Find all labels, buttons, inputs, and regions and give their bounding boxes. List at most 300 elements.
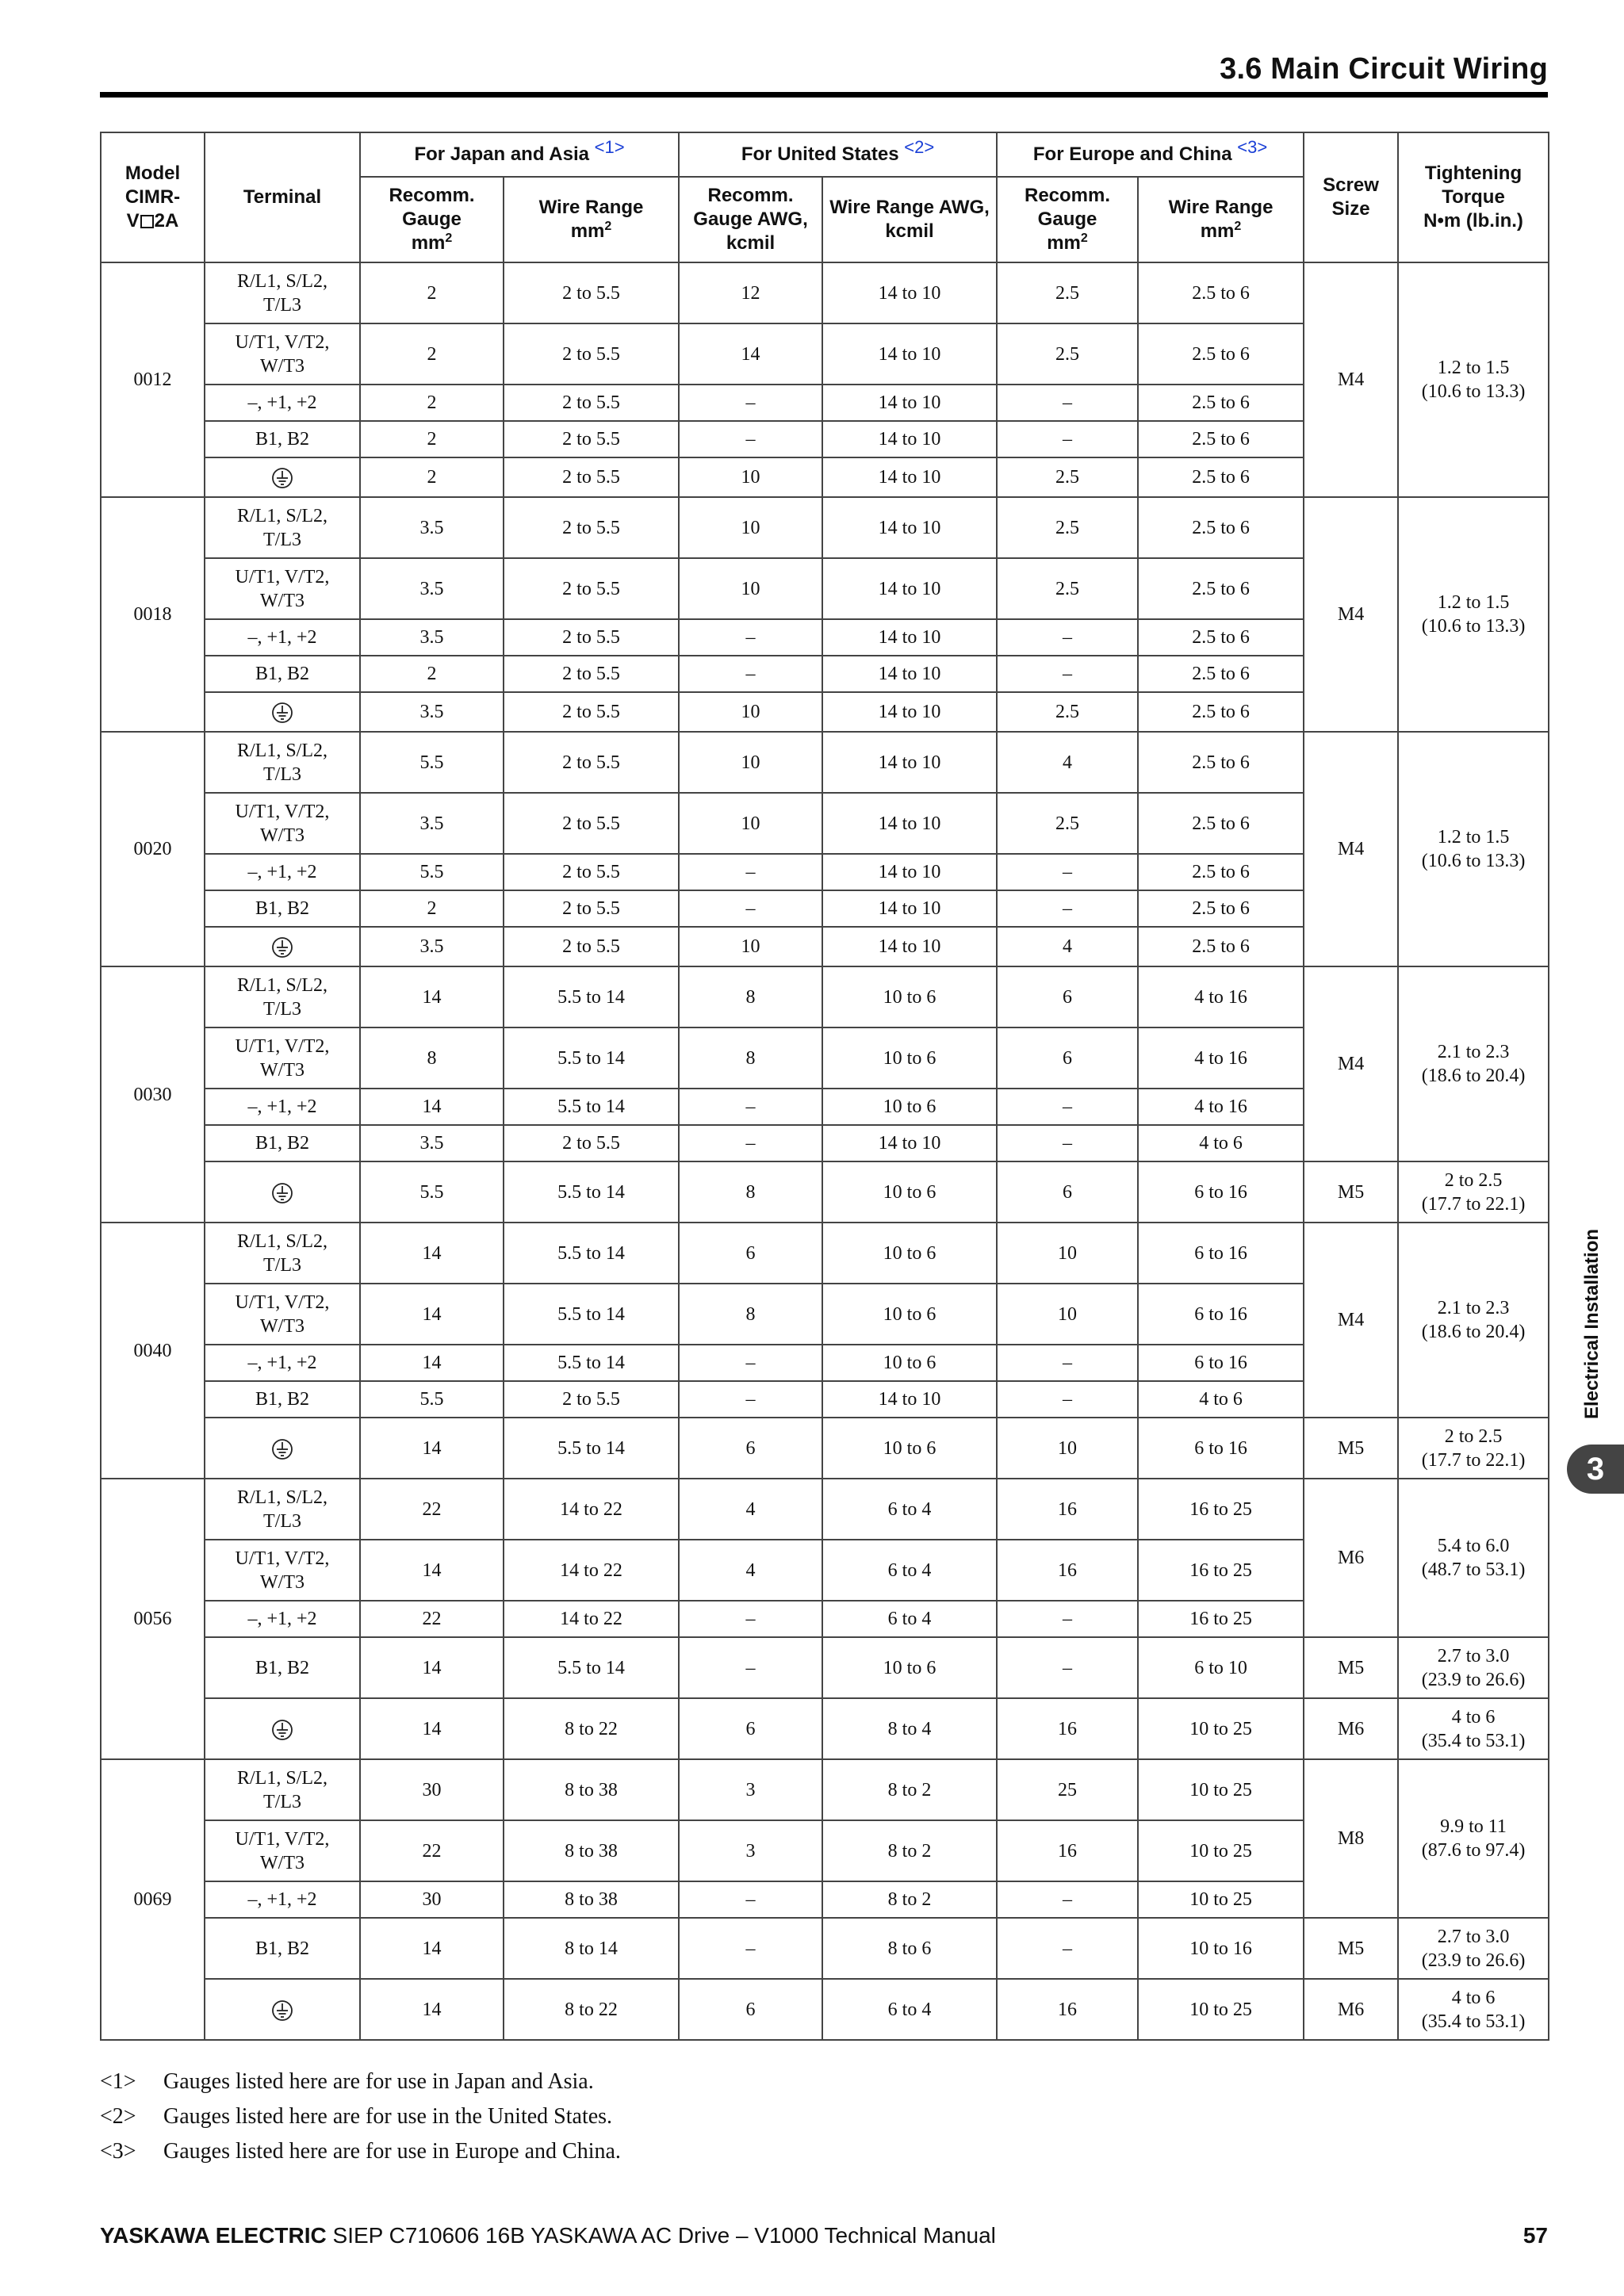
eu-recomm-gauge-cell: – [997, 1125, 1138, 1161]
eu-recomm-gauge-cell: 16 [997, 1698, 1138, 1759]
us-recomm-gauge-cell: – [679, 854, 822, 890]
terminal-cell: B1, B2 [205, 656, 360, 692]
ja-wire-range-cell: 2 to 5.5 [504, 692, 679, 732]
torque-cell: 2.7 to 3.0 (23.9 to 26.6) [1398, 1637, 1549, 1698]
footnote-3: <3> Gauges listed here are for use in Europe and China. [100, 2139, 621, 2164]
us-recomm-gauge-cell: – [679, 1345, 822, 1381]
us-wire-range-cell: 10 to 6 [822, 1089, 997, 1125]
table-row [101, 1161, 1549, 1223]
footnote-ref-3[interactable]: <3> [1237, 137, 1268, 157]
us-wire-range-cell: 6 to 4 [822, 1479, 997, 1540]
screw-size-cell: M5 [1304, 1918, 1398, 1979]
us-wire-range-cell: 14 to 10 [822, 927, 997, 966]
model-cell: 0018 [101, 497, 205, 732]
us-wire-range-cell: 8 to 4 [822, 1698, 997, 1759]
us-wire-range-cell: 14 to 10 [822, 619, 997, 656]
header-rule [100, 92, 1548, 98]
us-wire-range-cell: 8 to 2 [822, 1820, 997, 1881]
ja-recomm-gauge-cell: 5.5 [360, 732, 504, 793]
us-wire-range-cell: 6 to 4 [822, 1540, 997, 1601]
eu-wire-range-cell: 2.5 to 6 [1138, 692, 1304, 732]
ground-icon [271, 1999, 293, 2022]
ja-recomm-gauge-cell: 3.5 [360, 497, 504, 558]
table-row [101, 966, 1549, 1027]
ja-wire-range-cell: 2 to 5.5 [504, 1125, 679, 1161]
us-wire-range-cell: 8 to 6 [822, 1918, 997, 1979]
terminal-ground-cell [205, 1418, 360, 1479]
header-europe-china: For Europe and China <3> [997, 132, 1304, 177]
us-recomm-gauge-cell: – [679, 385, 822, 421]
us-recomm-gauge-cell: 14 [679, 323, 822, 385]
eu-wire-range-cell: 10 to 25 [1138, 1881, 1304, 1918]
us-wire-range-cell: 6 to 4 [822, 1601, 997, 1637]
eu-recomm-gauge-cell: 25 [997, 1759, 1138, 1820]
us-recomm-gauge-cell: 10 [679, 457, 822, 497]
table-row [101, 497, 1549, 558]
torque-cell: 1.2 to 1.5 (10.6 to 13.3) [1398, 732, 1549, 966]
ja-wire-range-cell: 2 to 5.5 [504, 732, 679, 793]
terminal-ground-cell [205, 1979, 360, 2040]
header-eu-recomm-gauge: Recomm. Gauge $mm^2$ [997, 177, 1138, 262]
ja-recomm-gauge-cell: 14 [360, 1918, 504, 1979]
eu-wire-range-cell: 4 to 16 [1138, 1027, 1304, 1089]
eu-wire-range-cell: 4 to 16 [1138, 1089, 1304, 1125]
ja-wire-range-cell: 5.5 to 14 [504, 1027, 679, 1089]
ja-recomm-gauge-cell: 14 [360, 1089, 504, 1125]
ja-recomm-gauge-cell: 14 [360, 1223, 504, 1284]
ja-recomm-gauge-cell: 14 [360, 1284, 504, 1345]
eu-wire-range-cell: 10 to 16 [1138, 1918, 1304, 1979]
side-section-tab [1576, 1221, 1608, 1427]
us-recomm-gauge-cell: – [679, 1637, 822, 1698]
torque-cell: 4 to 6 (35.4 to 53.1) [1398, 1698, 1549, 1759]
ja-recomm-gauge-cell: 22 [360, 1479, 504, 1540]
footnote-ref-2[interactable]: <2> [904, 137, 935, 157]
model-cell: 0030 [101, 966, 205, 1223]
table-row [101, 1418, 1549, 1479]
us-recomm-gauge-cell: 12 [679, 262, 822, 323]
ja-wire-range-cell: 2 to 5.5 [504, 656, 679, 692]
eu-wire-range-cell: 2.5 to 6 [1138, 421, 1304, 457]
eu-wire-range-cell: 2.5 to 6 [1138, 927, 1304, 966]
ja-recomm-gauge-cell: 5.5 [360, 1161, 504, 1223]
eu-recomm-gauge-cell: 16 [997, 1820, 1138, 1881]
us-wire-range-cell: 10 to 6 [822, 1345, 997, 1381]
ja-wire-range-cell: 2 to 5.5 [504, 262, 679, 323]
us-wire-range-cell: 6 to 4 [822, 1979, 997, 2040]
us-wire-range-cell: 14 to 10 [822, 1381, 997, 1418]
eu-recomm-gauge-cell: – [997, 1637, 1138, 1698]
ja-recomm-gauge-cell: 14 [360, 966, 504, 1027]
model-cell: 0040 [101, 1223, 205, 1479]
us-recomm-gauge-cell: 8 [679, 1027, 822, 1089]
ja-recomm-gauge-cell: 3.5 [360, 1125, 504, 1161]
header-model: Model CIMR- V 2A [101, 132, 205, 262]
us-wire-range-cell: 14 to 10 [822, 656, 997, 692]
us-wire-range-cell: 14 to 10 [822, 1125, 997, 1161]
eu-wire-range-cell: 16 to 25 [1138, 1601, 1304, 1637]
ja-wire-range-cell: 8 to 22 [504, 1979, 679, 2040]
screw-size-cell: M5 [1304, 1418, 1398, 1479]
eu-wire-range-cell: 10 to 25 [1138, 1698, 1304, 1759]
terminal-cell: –, +1, +2 [205, 1881, 360, 1918]
eu-recomm-gauge-cell: – [997, 619, 1138, 656]
screw-size-cell: M4 [1304, 966, 1398, 1161]
terminal-cell: –, +1, +2 [205, 1089, 360, 1125]
ja-recomm-gauge-cell: 2 [360, 656, 504, 692]
us-recomm-gauge-cell: 4 [679, 1540, 822, 1601]
torque-cell: 9.9 to 11 (87.6 to 97.4) [1398, 1759, 1549, 1918]
ja-wire-range-cell: 2 to 5.5 [504, 619, 679, 656]
eu-recomm-gauge-cell: – [997, 1345, 1138, 1381]
eu-recomm-gauge-cell: – [997, 421, 1138, 457]
eu-wire-range-cell: 6 to 16 [1138, 1345, 1304, 1381]
header-japan-asia: For Japan and Asia <1> [360, 132, 679, 177]
us-wire-range-cell: 10 to 6 [822, 1161, 997, 1223]
ja-recomm-gauge-cell: 14 [360, 1418, 504, 1479]
table-row [101, 1479, 1549, 1540]
ja-wire-range-cell: 5.5 to 14 [504, 1637, 679, 1698]
us-recomm-gauge-cell: – [679, 890, 822, 927]
footnote-1: <1> Gauges listed here are for use in Japan and Asia. [100, 2069, 594, 2094]
ja-recomm-gauge-cell: 22 [360, 1601, 504, 1637]
ja-wire-range-cell: 5.5 to 14 [504, 1284, 679, 1345]
ja-wire-range-cell: 2 to 5.5 [504, 793, 679, 854]
ja-wire-range-cell: 2 to 5.5 [504, 927, 679, 966]
ja-wire-range-cell: 2 to 5.5 [504, 497, 679, 558]
us-wire-range-cell: 10 to 6 [822, 1027, 997, 1089]
header-terminal: Terminal [205, 132, 360, 262]
ja-recomm-gauge-cell: 2 [360, 262, 504, 323]
model-cell: 0069 [101, 1759, 205, 2040]
eu-wire-range-cell: 4 to 16 [1138, 966, 1304, 1027]
ja-recomm-gauge-cell: 8 [360, 1027, 504, 1089]
ground-icon [271, 1182, 293, 1204]
eu-recomm-gauge-cell: – [997, 1881, 1138, 1918]
eu-wire-range-cell: 10 to 25 [1138, 1759, 1304, 1820]
ja-recomm-gauge-cell: 14 [360, 1979, 504, 2040]
ja-recomm-gauge-cell: 3.5 [360, 927, 504, 966]
eu-recomm-gauge-cell: 10 [997, 1418, 1138, 1479]
eu-wire-range-cell: 6 to 16 [1138, 1161, 1304, 1223]
ja-recomm-gauge-cell: 2 [360, 890, 504, 927]
screw-size-cell: M5 [1304, 1637, 1398, 1698]
eu-wire-range-cell: 2.5 to 6 [1138, 457, 1304, 497]
eu-recomm-gauge-cell: 2.5 [997, 323, 1138, 385]
ja-recomm-gauge-cell: 3.5 [360, 558, 504, 619]
eu-wire-range-cell: 2.5 to 6 [1138, 497, 1304, 558]
terminal-cell: U/T1, V/T2, W/T3 [205, 1820, 360, 1881]
ja-recomm-gauge-cell: 30 [360, 1759, 504, 1820]
terminal-cell: R/L1, S/L2, T/L3 [205, 1479, 360, 1540]
terminal-ground-cell [205, 457, 360, 497]
us-recomm-gauge-cell: – [679, 1089, 822, 1125]
terminal-cell: R/L1, S/L2, T/L3 [205, 966, 360, 1027]
table-body [101, 262, 1549, 2040]
eu-recomm-gauge-cell: 2.5 [997, 262, 1138, 323]
footnote-2: <2> Gauges listed here are for use in the United States. [100, 2104, 613, 2129]
eu-recomm-gauge-cell: 2.5 [997, 497, 1138, 558]
main-circuit-wiring-table [100, 132, 1549, 2041]
ja-wire-range-cell: 8 to 38 [504, 1820, 679, 1881]
eu-wire-range-cell: 6 to 10 [1138, 1637, 1304, 1698]
eu-recomm-gauge-cell: – [997, 1089, 1138, 1125]
us-wire-range-cell: 14 to 10 [822, 854, 997, 890]
header-us-wire-range: Wire Range AWG, kcmil [822, 177, 997, 262]
torque-cell: 2 to 2.5 (17.7 to 22.1) [1398, 1161, 1549, 1223]
us-wire-range-cell: 14 to 10 [822, 692, 997, 732]
chapter-badge: 3 [1567, 1445, 1624, 1494]
terminal-cell: B1, B2 [205, 1125, 360, 1161]
terminal-ground-cell [205, 1698, 360, 1759]
us-wire-range-cell: 14 to 10 [822, 732, 997, 793]
terminal-cell: –, +1, +2 [205, 619, 360, 656]
eu-recomm-gauge-cell: 10 [997, 1284, 1138, 1345]
terminal-cell: –, +1, +2 [205, 385, 360, 421]
us-recomm-gauge-cell: 10 [679, 732, 822, 793]
ground-icon [271, 1719, 293, 1741]
eu-recomm-gauge-cell: – [997, 890, 1138, 927]
page-section-title: 3.6 Main Circuit Wiring [1220, 52, 1548, 86]
us-wire-range-cell: 14 to 10 [822, 323, 997, 385]
us-wire-range-cell: 14 to 10 [822, 497, 997, 558]
eu-recomm-gauge-cell: 2.5 [997, 558, 1138, 619]
eu-wire-range-cell: 2.5 to 6 [1138, 262, 1304, 323]
eu-recomm-gauge-cell: – [997, 854, 1138, 890]
terminal-cell: U/T1, V/T2, W/T3 [205, 1027, 360, 1089]
us-recomm-gauge-cell: 8 [679, 1161, 822, 1223]
eu-recomm-gauge-cell: 16 [997, 1979, 1138, 2040]
terminal-cell: –, +1, +2 [205, 1345, 360, 1381]
us-recomm-gauge-cell: – [679, 421, 822, 457]
screw-size-cell: M4 [1304, 732, 1398, 966]
header-ja-recomm-gauge: Recomm. Gauge $mm^2$ [360, 177, 504, 262]
us-wire-range-cell: 14 to 10 [822, 457, 997, 497]
eu-recomm-gauge-cell: 10 [997, 1223, 1138, 1284]
eu-wire-range-cell: 16 to 25 [1138, 1479, 1304, 1540]
eu-recomm-gauge-cell: – [997, 1381, 1138, 1418]
us-recomm-gauge-cell: 6 [679, 1418, 822, 1479]
us-recomm-gauge-cell: 6 [679, 1979, 822, 2040]
ja-recomm-gauge-cell: 30 [360, 1881, 504, 1918]
table-row [101, 1637, 1549, 1698]
terminal-cell: R/L1, S/L2, T/L3 [205, 497, 360, 558]
us-recomm-gauge-cell: 10 [679, 793, 822, 854]
eu-recomm-gauge-cell: – [997, 385, 1138, 421]
ja-recomm-gauge-cell: 14 [360, 1345, 504, 1381]
terminal-cell: R/L1, S/L2, T/L3 [205, 1223, 360, 1284]
model-cell: 0020 [101, 732, 205, 966]
ja-recomm-gauge-cell: 14 [360, 1540, 504, 1601]
ja-wire-range-cell: 2 to 5.5 [504, 1381, 679, 1418]
table-row [101, 1918, 1549, 1979]
model-cell: 0056 [101, 1479, 205, 1759]
us-recomm-gauge-cell: – [679, 1125, 822, 1161]
eu-recomm-gauge-cell: 2.5 [997, 457, 1138, 497]
ground-icon [271, 702, 293, 724]
us-wire-range-cell: 14 to 10 [822, 385, 997, 421]
ja-wire-range-cell: 2 to 5.5 [504, 385, 679, 421]
eu-recomm-gauge-cell: – [997, 656, 1138, 692]
terminal-ground-cell [205, 927, 360, 966]
ja-wire-range-cell: 2 to 5.5 [504, 323, 679, 385]
screw-size-cell: M8 [1304, 1759, 1398, 1918]
page-number: 57 [1522, 2223, 1548, 2248]
us-wire-range-cell: 10 to 6 [822, 966, 997, 1027]
ja-wire-range-cell: 5.5 to 14 [504, 966, 679, 1027]
us-recomm-gauge-cell: 10 [679, 558, 822, 619]
us-recomm-gauge-cell: – [679, 619, 822, 656]
eu-recomm-gauge-cell: 4 [997, 732, 1138, 793]
us-wire-range-cell: 14 to 10 [822, 558, 997, 619]
eu-recomm-gauge-cell: – [997, 1918, 1138, 1979]
ja-wire-range-cell: 2 to 5.5 [504, 854, 679, 890]
screw-size-cell: M6 [1304, 1479, 1398, 1637]
model-cell: 0012 [101, 262, 205, 497]
ja-recomm-gauge-cell: 2 [360, 385, 504, 421]
us-recomm-gauge-cell: 4 [679, 1479, 822, 1540]
ja-recomm-gauge-cell: 14 [360, 1698, 504, 1759]
torque-cell: 1.2 to 1.5 (10.6 to 13.3) [1398, 262, 1549, 497]
us-recomm-gauge-cell: – [679, 1601, 822, 1637]
ja-recomm-gauge-cell: 3.5 [360, 692, 504, 732]
ground-icon [271, 936, 293, 959]
us-recomm-gauge-cell: 3 [679, 1820, 822, 1881]
eu-wire-range-cell: 2.5 to 6 [1138, 890, 1304, 927]
terminal-cell: U/T1, V/T2, W/T3 [205, 793, 360, 854]
us-recomm-gauge-cell: 3 [679, 1759, 822, 1820]
table-row [101, 1759, 1549, 1820]
ja-wire-range-cell: 2 to 5.5 [504, 457, 679, 497]
us-wire-range-cell: 10 to 6 [822, 1284, 997, 1345]
torque-cell: 2.1 to 2.3 (18.6 to 20.4) [1398, 966, 1549, 1161]
terminal-cell: –, +1, +2 [205, 1601, 360, 1637]
us-recomm-gauge-cell: 6 [679, 1698, 822, 1759]
ground-icon [271, 467, 293, 489]
us-recomm-gauge-cell: 10 [679, 692, 822, 732]
ja-wire-range-cell: 14 to 22 [504, 1601, 679, 1637]
screw-size-cell: M6 [1304, 1979, 1398, 2040]
eu-wire-range-cell: 2.5 to 6 [1138, 793, 1304, 854]
ja-recomm-gauge-cell: 3.5 [360, 793, 504, 854]
us-wire-range-cell: 10 to 6 [822, 1637, 997, 1698]
us-wire-range-cell: 14 to 10 [822, 890, 997, 927]
ja-wire-range-cell: 8 to 38 [504, 1759, 679, 1820]
ja-wire-range-cell: 2 to 5.5 [504, 421, 679, 457]
ja-wire-range-cell: 2 to 5.5 [504, 890, 679, 927]
us-wire-range-cell: 14 to 10 [822, 421, 997, 457]
us-recomm-gauge-cell: 6 [679, 1223, 822, 1284]
placeholder-box-icon [140, 215, 154, 228]
eu-wire-range-cell: 2.5 to 6 [1138, 558, 1304, 619]
table-row [101, 732, 1549, 793]
eu-wire-range-cell: 2.5 to 6 [1138, 732, 1304, 793]
us-wire-range-cell: 14 to 10 [822, 793, 997, 854]
header-united-states: For United States <2> [679, 132, 997, 177]
us-wire-range-cell: 8 to 2 [822, 1881, 997, 1918]
table-row [101, 1979, 1549, 2040]
us-recomm-gauge-cell: 8 [679, 1284, 822, 1345]
terminal-cell: U/T1, V/T2, W/T3 [205, 558, 360, 619]
ja-recomm-gauge-cell: 2 [360, 323, 504, 385]
terminal-cell: B1, B2 [205, 1381, 360, 1418]
screw-size-cell: M4 [1304, 1223, 1398, 1418]
eu-wire-range-cell: 2.5 to 6 [1138, 619, 1304, 656]
us-wire-range-cell: 10 to 6 [822, 1223, 997, 1284]
header-us-recomm-gauge: Recomm. Gauge AWG, kcmil [679, 177, 822, 262]
terminal-cell: –, +1, +2 [205, 854, 360, 890]
screw-size-cell: M5 [1304, 1161, 1398, 1223]
eu-recomm-gauge-cell: – [997, 1601, 1138, 1637]
torque-cell: 5.4 to 6.0 (48.7 to 53.1) [1398, 1479, 1549, 1637]
eu-recomm-gauge-cell: 16 [997, 1540, 1138, 1601]
eu-recomm-gauge-cell: 6 [997, 1027, 1138, 1089]
us-recomm-gauge-cell: – [679, 1381, 822, 1418]
header-eu-wire-range: Wire Range $mm^2$ [1138, 177, 1304, 262]
us-recomm-gauge-cell: 10 [679, 497, 822, 558]
eu-wire-range-cell: 2.5 to 6 [1138, 854, 1304, 890]
ja-wire-range-cell: 5.5 to 14 [504, 1223, 679, 1284]
terminal-cell: R/L1, S/L2, T/L3 [205, 1759, 360, 1820]
header-screw-size: Screw Size [1304, 132, 1398, 262]
header-ja-wire-range: Wire Range $mm^2$ [504, 177, 679, 262]
footer-doc: SIEP C710606 16B YASKAWA AC Drive – V1000 Technical Manual [332, 2223, 996, 2248]
ja-recomm-gauge-cell: 3.5 [360, 619, 504, 656]
footnotes [100, 2064, 621, 2169]
footnote-ref-1[interactable]: <1> [594, 137, 625, 157]
eu-wire-range-cell: 2.5 to 6 [1138, 385, 1304, 421]
terminal-ground-cell [205, 1161, 360, 1223]
us-recomm-gauge-cell: – [679, 1881, 822, 1918]
torque-cell: 2.1 to 2.3 (18.6 to 20.4) [1398, 1223, 1549, 1418]
eu-recomm-gauge-cell: 4 [997, 927, 1138, 966]
screw-size-cell: M6 [1304, 1698, 1398, 1759]
terminal-cell: U/T1, V/T2, W/T3 [205, 323, 360, 385]
ja-recomm-gauge-cell: 22 [360, 1820, 504, 1881]
us-recomm-gauge-cell: – [679, 1918, 822, 1979]
ja-recomm-gauge-cell: 14 [360, 1637, 504, 1698]
ja-wire-range-cell: 14 to 22 [504, 1540, 679, 1601]
us-recomm-gauge-cell: – [679, 656, 822, 692]
ja-wire-range-cell: 14 to 22 [504, 1479, 679, 1540]
ja-wire-range-cell: 5.5 to 14 [504, 1089, 679, 1125]
side-section-label: Electrical Installation [1581, 1228, 1603, 1420]
us-wire-range-cell: 10 to 6 [822, 1418, 997, 1479]
ja-recomm-gauge-cell: 5.5 [360, 854, 504, 890]
terminal-cell: B1, B2 [205, 890, 360, 927]
terminal-cell: U/T1, V/T2, W/T3 [205, 1540, 360, 1601]
eu-wire-range-cell: 2.5 to 6 [1138, 656, 1304, 692]
terminal-cell: R/L1, S/L2, T/L3 [205, 262, 360, 323]
torque-cell: 4 to 6 (35.4 to 53.1) [1398, 1979, 1549, 2040]
eu-recomm-gauge-cell: 6 [997, 966, 1138, 1027]
ja-wire-range-cell: 5.5 to 14 [504, 1418, 679, 1479]
terminal-cell: U/T1, V/T2, W/T3 [205, 1284, 360, 1345]
ja-recomm-gauge-cell: 2 [360, 421, 504, 457]
us-recomm-gauge-cell: 8 [679, 966, 822, 1027]
ja-wire-range-cell: 8 to 22 [504, 1698, 679, 1759]
eu-wire-range-cell: 16 to 25 [1138, 1540, 1304, 1601]
eu-wire-range-cell: 4 to 6 [1138, 1125, 1304, 1161]
ground-icon [271, 1438, 293, 1460]
eu-wire-range-cell: 6 to 16 [1138, 1418, 1304, 1479]
ja-recomm-gauge-cell: 5.5 [360, 1381, 504, 1418]
screw-size-cell: M4 [1304, 262, 1398, 497]
eu-wire-range-cell: 10 to 25 [1138, 1820, 1304, 1881]
us-recomm-gauge-cell: 10 [679, 927, 822, 966]
terminal-ground-cell [205, 692, 360, 732]
torque-cell: 2 to 2.5 (17.7 to 22.1) [1398, 1418, 1549, 1479]
